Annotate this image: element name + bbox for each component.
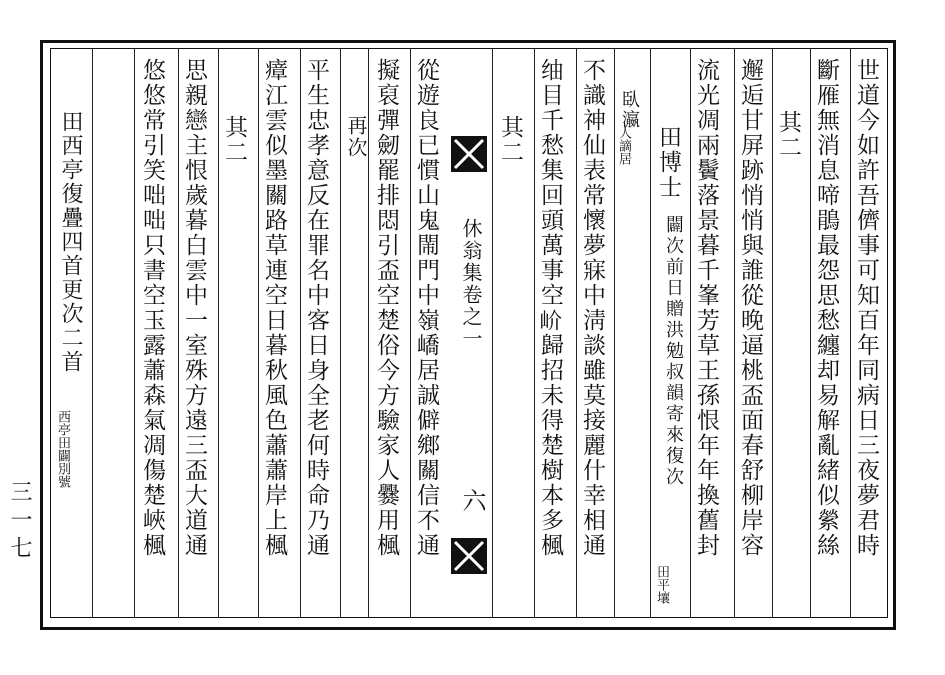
text-column: 悠悠常引笑咄咄只書空玉露蕭森氣凋傷楚峽楓 <box>139 58 165 558</box>
folio-number: 六 <box>458 488 486 512</box>
text-column: 其二 <box>221 115 247 165</box>
text-column: 䌷目千愁集回頭萬事空𡵚歸招未得楚樹本多楓 <box>537 58 563 558</box>
column-main: 田西亭復疊四首更次二首 <box>58 110 83 374</box>
column-rule <box>576 48 577 618</box>
column-note: 闢次前日贈洪勉叔韻寄來復次 <box>663 215 684 488</box>
column-rule <box>218 48 219 618</box>
text-column: 從遊良已慣山鬼閙門中嶺嶠居誠僻鄉關信不通 <box>413 58 439 558</box>
text-column: 世道今如許吾儕事可知百年同病日三夜夢君時 <box>853 58 879 558</box>
column-rule <box>258 48 259 618</box>
column-rule <box>772 48 773 618</box>
text-column: 擬裒彈劒罷排悶引盃空楚俗今方驗家人爨用楓 <box>373 58 399 558</box>
column-note: 田平壤 <box>654 565 669 604</box>
column-rule <box>534 48 535 618</box>
column-note: 西亭田闢別號 <box>55 410 70 488</box>
text-column: 其二 <box>775 110 801 160</box>
text-column: 平生忠孝意反在罪名中客日身全老何時命乃通 <box>303 58 329 558</box>
column-rule <box>492 48 493 618</box>
book-title: 休翁集卷之一 <box>459 218 483 350</box>
column-rule <box>92 48 93 618</box>
page-number: 三一七 <box>7 480 32 564</box>
column-rule <box>134 48 135 618</box>
column-rule <box>178 48 179 618</box>
column-rule <box>614 48 615 618</box>
column-rule <box>734 48 735 618</box>
column-rule <box>810 48 811 618</box>
column-rule <box>300 48 301 618</box>
column-rule <box>410 48 411 618</box>
column-rule <box>850 48 851 618</box>
text-column: 不識神仙表常懷夢寐中淸談雖莫接麗什幸相通 <box>579 58 605 558</box>
text-column <box>616 90 650 210</box>
text-column <box>55 110 91 610</box>
column-main: 田博士 <box>655 125 681 200</box>
center-fold <box>447 48 492 618</box>
text-column: 思親戀主恨歲暮白雲中一室殊方遠三盃大道通 <box>181 58 207 558</box>
column-note: 人謫居 <box>616 126 631 165</box>
text-column: 再次 <box>344 115 368 159</box>
column-main: 臥瀛 <box>619 90 640 130</box>
text-column: 斷雁無消息啼鵑最怨思愁纏却易解亂緒似縈絲 <box>813 58 839 558</box>
column-rule <box>650 48 651 618</box>
text-column: 瘴江雲似墨關路草連空日暮秋風色蕭蕭岸上楓 <box>261 58 287 558</box>
text-column <box>652 125 692 615</box>
text-column: 流光凋兩鬢落景暮千峯芳草王孫恨年年換舊封 <box>693 58 719 558</box>
fish-tail-ornament-icon <box>451 538 487 574</box>
text-column: 邂逅甘屏跡悄悄與誰從晚逼桃盃面春舒柳岸容 <box>737 58 763 558</box>
fish-tail-ornament-icon <box>451 136 487 172</box>
column-rule <box>340 48 341 618</box>
text-column: 其二 <box>497 115 523 165</box>
